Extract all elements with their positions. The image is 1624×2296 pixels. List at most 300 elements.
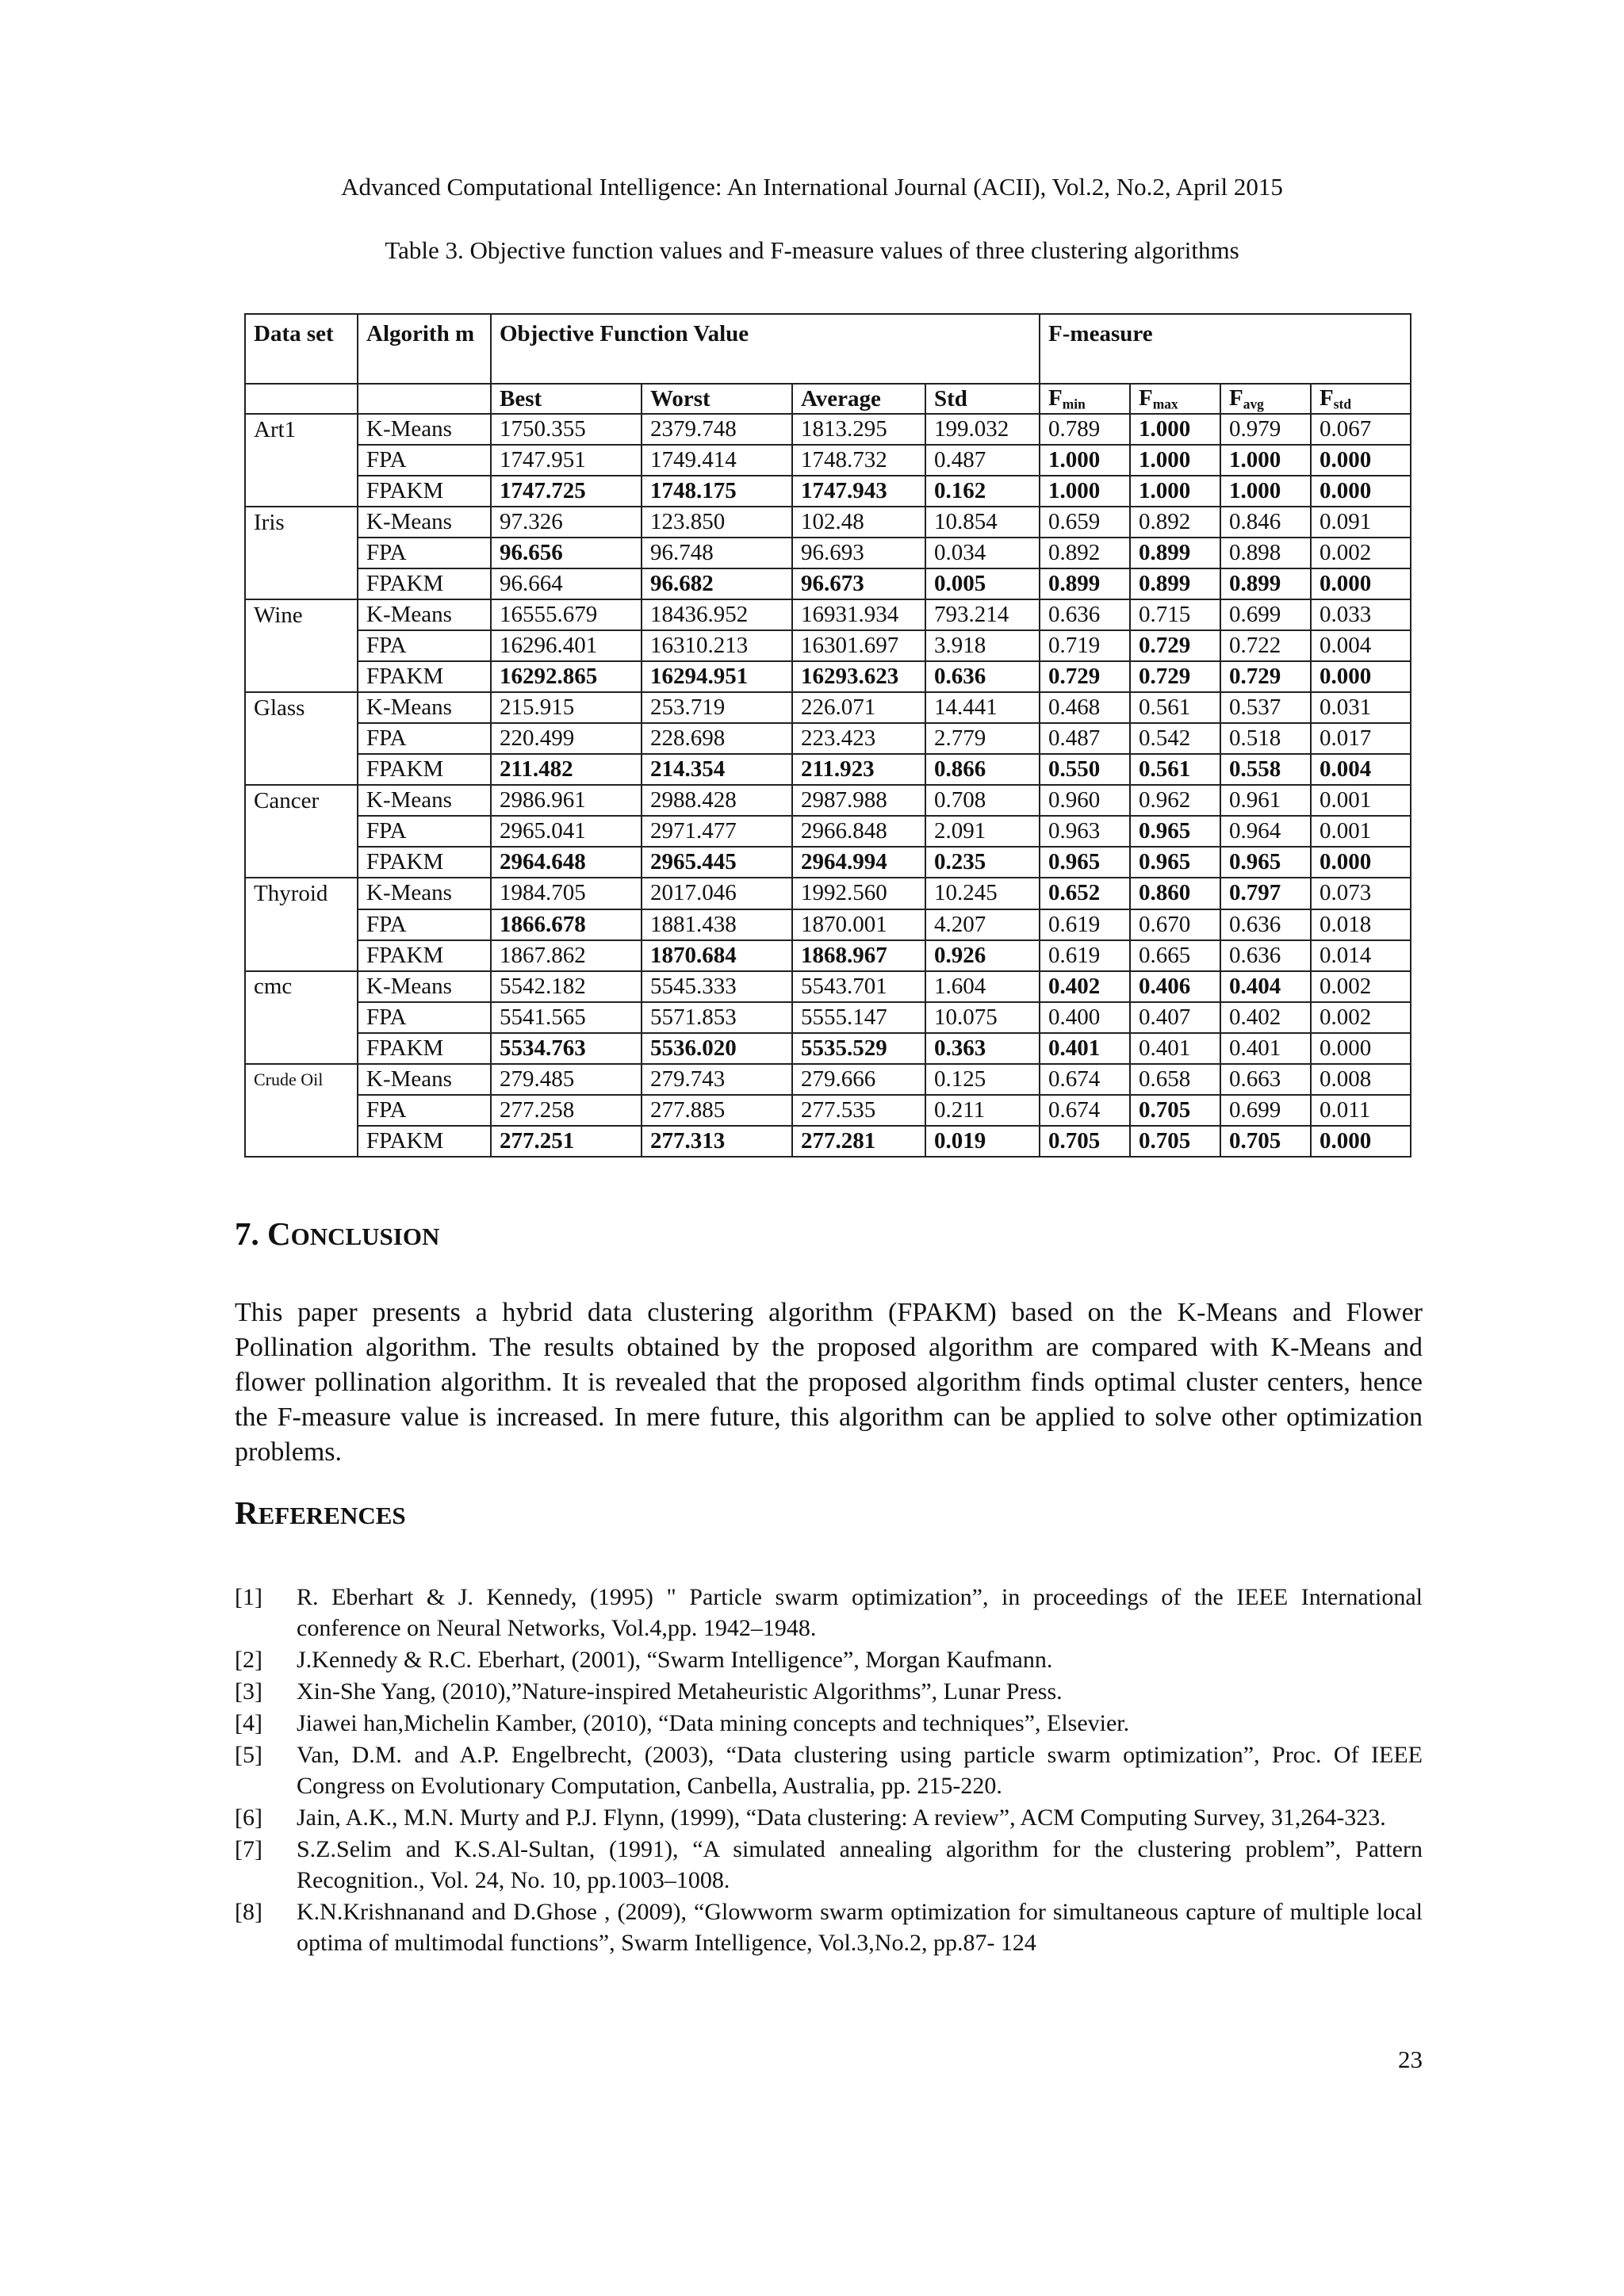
cell-best: 2965.041 xyxy=(491,816,642,847)
cell-fmax: 0.542 xyxy=(1130,723,1220,754)
cell-fstd: 0.091 xyxy=(1311,507,1411,538)
table-row xyxy=(245,538,1411,568)
cell-std: 3.918 xyxy=(925,630,1040,661)
cell-dataset xyxy=(245,445,358,476)
table-row xyxy=(245,692,1411,723)
table-row xyxy=(245,661,1411,692)
cell-fstd: 0.000 xyxy=(1311,661,1411,692)
cell-fmin: 0.401 xyxy=(1040,1033,1130,1064)
reference-text: Van, D.M. and A.P. Engelbrecht, (2003), “Data clustering using particle swarm optimization”, Proc. Of IEEE Congress on Evolutionary Computation, Canbella, Australia, pp. 215-220. xyxy=(297,1742,1423,1799)
cell-best: 1747.951 xyxy=(491,445,642,476)
cell-fmax: 0.892 xyxy=(1130,507,1220,538)
cell-fstd: 0.031 xyxy=(1311,692,1411,723)
header-best: Best xyxy=(491,384,642,414)
cell-fstd: 0.073 xyxy=(1311,878,1411,909)
reference-item xyxy=(235,1802,1423,1833)
cell-algorithm: K-Means xyxy=(358,878,491,909)
table-row xyxy=(245,754,1411,785)
cell-favg: 0.402 xyxy=(1220,1002,1311,1033)
cell-favg: 1.000 xyxy=(1220,445,1311,476)
cell-fmax: 0.729 xyxy=(1130,630,1220,661)
cell-dataset xyxy=(245,661,358,692)
cell-algorithm: FPAKM xyxy=(358,1033,491,1064)
reference-number: [7] xyxy=(235,1836,262,1862)
conclusion-paragraph: This paper presents a hybrid data clustering algorithm (FPAKM) based on the K-Means and Flower Pollination algorithm. The results obtained by the proposed algorithm are compared with K-Means and flower pollination algorithm. It is revealed that the proposed algorithm finds optimal cluster centers, hence the F-measure value is increased. In mere future, this algorithm can be applied to solve other optimization problems. xyxy=(235,1298,1423,1467)
table-row xyxy=(245,785,1411,816)
reference-item xyxy=(235,1644,1423,1675)
cell-fstd: 0.011 xyxy=(1311,1095,1411,1126)
cell-favg: 0.705 xyxy=(1220,1126,1311,1157)
cell-std: 10.075 xyxy=(925,1002,1040,1033)
header-blank-algorithm xyxy=(358,384,491,414)
cell-favg: 0.899 xyxy=(1220,568,1311,599)
cell-average: 1747.943 xyxy=(792,476,925,507)
cell-best: 1984.705 xyxy=(491,878,642,909)
cell-fmax: 1.000 xyxy=(1130,445,1220,476)
cell-fstd: 0.018 xyxy=(1311,909,1411,940)
cell-average: 223.423 xyxy=(792,723,925,754)
cell-favg: 0.558 xyxy=(1220,754,1311,785)
cell-fmin: 0.789 xyxy=(1040,414,1130,445)
cell-favg: 0.965 xyxy=(1220,847,1311,878)
cell-fmin: 0.550 xyxy=(1040,754,1130,785)
cell-algorithm: FPA xyxy=(358,816,491,847)
table-row xyxy=(245,909,1411,940)
cell-fmin: 0.652 xyxy=(1040,878,1130,909)
cell-algorithm: FPA xyxy=(358,445,491,476)
cell-dataset xyxy=(245,568,358,599)
cell-average: 2966.848 xyxy=(792,816,925,847)
cell-worst: 123.850 xyxy=(642,507,792,538)
cell-algorithm: FPA xyxy=(358,538,491,568)
cell-favg: 0.964 xyxy=(1220,816,1311,847)
cell-best: 279.485 xyxy=(491,1064,642,1095)
cell-dataset xyxy=(245,630,358,661)
cell-std: 0.005 xyxy=(925,568,1040,599)
cell-algorithm: FPA xyxy=(358,1002,491,1033)
cell-average: 1813.295 xyxy=(792,414,925,445)
reference-item xyxy=(235,1708,1423,1739)
cell-worst: 16294.951 xyxy=(642,661,792,692)
cell-average: 96.673 xyxy=(792,568,925,599)
table-row xyxy=(245,414,1411,445)
cell-fstd: 0.000 xyxy=(1311,476,1411,507)
table-row xyxy=(245,1033,1411,1064)
cell-algorithm: FPAKM xyxy=(358,661,491,692)
cell-worst: 2965.445 xyxy=(642,847,792,878)
cell-dataset xyxy=(245,538,358,568)
reference-text: S.Z.Selim and K.S.Al-Sultan, (1991), “A simulated annealing algorithm for the clustering problem”, Pattern Recognition., Vol. 24, No. 10, pp.1003–1008. xyxy=(297,1836,1423,1893)
cell-worst: 277.885 xyxy=(642,1095,792,1126)
reference-number: [1] xyxy=(235,1584,262,1610)
cell-dataset xyxy=(245,754,358,785)
cell-fstd: 0.000 xyxy=(1311,1033,1411,1064)
cell-worst: 96.682 xyxy=(642,568,792,599)
cell-fmax: 1.000 xyxy=(1130,476,1220,507)
reference-item xyxy=(235,1582,1423,1644)
table-row xyxy=(245,507,1411,538)
cell-dataset: cmc xyxy=(245,971,358,1002)
cell-average: 102.48 xyxy=(792,507,925,538)
cell-average: 1748.732 xyxy=(792,445,925,476)
reference-text: J.Kennedy & R.C. Eberhart, (2001), “Swarm Intelligence”, Morgan Kaufmann. xyxy=(297,1647,1053,1673)
cell-worst: 5545.333 xyxy=(642,971,792,1002)
cell-favg: 0.518 xyxy=(1220,723,1311,754)
cell-fmin: 0.402 xyxy=(1040,971,1130,1002)
cell-fmin: 0.892 xyxy=(1040,538,1130,568)
conclusion-heading: 7. CONCLUSION xyxy=(235,1215,440,1252)
cell-std: 0.363 xyxy=(925,1033,1040,1064)
cell-average: 16293.623 xyxy=(792,661,925,692)
table-row xyxy=(245,816,1411,847)
cell-favg: 0.636 xyxy=(1220,940,1311,971)
cell-best: 1747.725 xyxy=(491,476,642,507)
cell-best: 96.664 xyxy=(491,568,642,599)
cell-worst: 5536.020 xyxy=(642,1033,792,1064)
cell-fstd: 0.000 xyxy=(1311,1126,1411,1157)
cell-std: 0.487 xyxy=(925,445,1040,476)
cell-fstd: 0.014 xyxy=(1311,940,1411,971)
cell-fmin: 0.705 xyxy=(1040,1126,1130,1157)
reference-text: K.N.Krishnanand and D.Ghose , (2009), “Glowworm swarm optimization for simultaneous capture of multiple local optima of multimodal functions”, Swarm Intelligence, Vol.3,No.2, pp.87- 124 xyxy=(297,1899,1423,1956)
cell-fmin: 0.659 xyxy=(1040,507,1130,538)
cell-dataset xyxy=(245,816,358,847)
cell-dataset xyxy=(245,940,358,971)
header-dataset: Data set xyxy=(245,314,358,384)
header-algorithm: Algorith m xyxy=(358,314,491,384)
cell-best: 2964.648 xyxy=(491,847,642,878)
cell-average: 5543.701 xyxy=(792,971,925,1002)
cell-algorithm: FPAKM xyxy=(358,940,491,971)
cell-std: 0.636 xyxy=(925,661,1040,692)
cell-fmin: 0.619 xyxy=(1040,909,1130,940)
cell-favg: 0.401 xyxy=(1220,1033,1311,1064)
cell-fmin: 0.619 xyxy=(1040,940,1130,971)
cell-worst: 1870.684 xyxy=(642,940,792,971)
cell-fstd: 0.004 xyxy=(1311,754,1411,785)
table-row xyxy=(245,940,1411,971)
cell-dataset: Glass xyxy=(245,692,358,723)
page-number: 23 xyxy=(1398,2045,1423,2073)
cell-average: 1992.560 xyxy=(792,878,925,909)
cell-std: 0.708 xyxy=(925,785,1040,816)
cell-std: 14.441 xyxy=(925,692,1040,723)
cell-favg: 0.699 xyxy=(1220,1095,1311,1126)
cell-average: 279.666 xyxy=(792,1064,925,1095)
cell-worst: 228.698 xyxy=(642,723,792,754)
header-f-measure: F-measure xyxy=(1040,314,1411,384)
table-row xyxy=(245,630,1411,661)
cell-best: 16555.679 xyxy=(491,599,642,630)
results-table-body xyxy=(245,414,1411,1157)
cell-worst: 253.719 xyxy=(642,692,792,723)
table-row xyxy=(245,878,1411,909)
cell-favg: 0.663 xyxy=(1220,1064,1311,1095)
cell-std: 793.214 xyxy=(925,599,1040,630)
cell-best: 2986.961 xyxy=(491,785,642,816)
cell-dataset xyxy=(245,847,358,878)
cell-fmin: 1.000 xyxy=(1040,476,1130,507)
cell-average: 1870.001 xyxy=(792,909,925,940)
cell-algorithm: K-Means xyxy=(358,692,491,723)
cell-fmax: 0.406 xyxy=(1130,971,1220,1002)
cell-fmax: 0.658 xyxy=(1130,1064,1220,1095)
reference-number: [2] xyxy=(235,1647,262,1673)
reference-number: [6] xyxy=(235,1804,262,1831)
cell-fstd: 0.000 xyxy=(1311,847,1411,878)
cell-average: 1868.967 xyxy=(792,940,925,971)
cell-dataset: Wine xyxy=(245,599,358,630)
cell-average: 277.535 xyxy=(792,1095,925,1126)
cell-fmin: 0.899 xyxy=(1040,568,1130,599)
reference-item xyxy=(235,1739,1423,1801)
cell-fmin: 0.468 xyxy=(1040,692,1130,723)
cell-dataset xyxy=(245,1002,358,1033)
cell-average: 226.071 xyxy=(792,692,925,723)
cell-fmin: 0.636 xyxy=(1040,599,1130,630)
cell-dataset xyxy=(245,909,358,940)
cell-fstd: 0.008 xyxy=(1311,1064,1411,1095)
cell-std: 10.245 xyxy=(925,878,1040,909)
cell-average: 2987.988 xyxy=(792,785,925,816)
cell-fstd: 0.017 xyxy=(1311,723,1411,754)
cell-best: 97.326 xyxy=(491,507,642,538)
cell-worst: 214.354 xyxy=(642,754,792,785)
cell-worst: 277.313 xyxy=(642,1126,792,1157)
cell-favg: 0.729 xyxy=(1220,661,1311,692)
cell-favg: 0.699 xyxy=(1220,599,1311,630)
reference-item xyxy=(235,1834,1423,1896)
cell-fstd: 0.001 xyxy=(1311,785,1411,816)
cell-fmin: 0.719 xyxy=(1040,630,1130,661)
cell-std: 0.926 xyxy=(925,940,1040,971)
cell-best: 5541.565 xyxy=(491,1002,642,1033)
cell-algorithm: K-Means xyxy=(358,785,491,816)
header-average: Average xyxy=(792,384,925,414)
cell-best: 16292.865 xyxy=(491,661,642,692)
cell-average: 96.693 xyxy=(792,538,925,568)
cell-dataset xyxy=(245,1126,358,1157)
cell-worst: 1749.414 xyxy=(642,445,792,476)
table-row xyxy=(245,971,1411,1002)
cell-worst: 1881.438 xyxy=(642,909,792,940)
cell-std: 199.032 xyxy=(925,414,1040,445)
cell-std: 2.779 xyxy=(925,723,1040,754)
table-row xyxy=(245,599,1411,630)
cell-favg: 0.404 xyxy=(1220,971,1311,1002)
cell-fstd: 0.033 xyxy=(1311,599,1411,630)
header-objective-function-value: Objective Function Value xyxy=(491,314,1040,384)
cell-fmin: 0.400 xyxy=(1040,1002,1130,1033)
table-sub-header-row xyxy=(245,384,1411,414)
cell-worst: 1748.175 xyxy=(642,476,792,507)
cell-algorithm: FPA xyxy=(358,723,491,754)
cell-fmax: 0.705 xyxy=(1130,1095,1220,1126)
cell-fmax: 0.965 xyxy=(1130,816,1220,847)
reference-item xyxy=(235,1896,1423,1958)
cell-dataset xyxy=(245,1095,358,1126)
header-worst: Worst xyxy=(642,384,792,414)
cell-dataset xyxy=(245,723,358,754)
cell-fmax: 0.407 xyxy=(1130,1002,1220,1033)
cell-algorithm: K-Means xyxy=(358,971,491,1002)
reference-number: [5] xyxy=(235,1742,262,1768)
cell-std: 4.207 xyxy=(925,909,1040,940)
cell-average: 211.923 xyxy=(792,754,925,785)
cell-fmin: 1.000 xyxy=(1040,445,1130,476)
reference-text: Jain, A.K., M.N. Murty and P.J. Flynn, (1999), “Data clustering: A review”, ACM Computing Survey, 31,264-323. xyxy=(297,1804,1386,1831)
table-row xyxy=(245,1126,1411,1157)
cell-favg: 0.979 xyxy=(1220,414,1311,445)
cell-worst: 2988.428 xyxy=(642,785,792,816)
cell-fstd: 0.002 xyxy=(1311,1002,1411,1033)
cell-fmax: 0.561 xyxy=(1130,754,1220,785)
cell-std: 0.019 xyxy=(925,1126,1040,1157)
cell-fmax: 0.705 xyxy=(1130,1126,1220,1157)
cell-favg: 0.537 xyxy=(1220,692,1311,723)
cell-fmin: 0.674 xyxy=(1040,1064,1130,1095)
cell-fmin: 0.965 xyxy=(1040,847,1130,878)
cell-best: 1866.678 xyxy=(491,909,642,940)
cell-dataset: Iris xyxy=(245,507,358,538)
reference-number: [4] xyxy=(235,1710,262,1736)
references-heading: REFERENCES xyxy=(235,1494,406,1531)
cell-algorithm: K-Means xyxy=(358,1064,491,1095)
cell-fmin: 0.960 xyxy=(1040,785,1130,816)
cell-fstd: 0.000 xyxy=(1311,568,1411,599)
reference-text: R. Eberhart & J. Kennedy, (1995) " Particle swarm optimization”, in proceedings of the IEEE International conference on Neural Networks, Vol.4,pp. 1942–1948. xyxy=(297,1584,1423,1641)
cell-dataset: Crude Oil xyxy=(245,1064,358,1095)
cell-algorithm: FPAKM xyxy=(358,754,491,785)
cell-algorithm: FPA xyxy=(358,630,491,661)
cell-average: 5535.529 xyxy=(792,1033,925,1064)
cell-algorithm: K-Means xyxy=(358,414,491,445)
reference-number: [8] xyxy=(235,1899,262,1925)
cell-worst: 2017.046 xyxy=(642,878,792,909)
cell-favg: 0.846 xyxy=(1220,507,1311,538)
cell-std: 0.162 xyxy=(925,476,1040,507)
cell-worst: 18436.952 xyxy=(642,599,792,630)
cell-std: 0.125 xyxy=(925,1064,1040,1095)
cell-fstd: 0.067 xyxy=(1311,414,1411,445)
running-head: Advanced Computational Intelligence: An International Journal (ACII), Vol.2, No.2, April 2015 xyxy=(341,173,1283,201)
cell-average: 2964.994 xyxy=(792,847,925,878)
cell-std: 2.091 xyxy=(925,816,1040,847)
cell-fmax: 0.561 xyxy=(1130,692,1220,723)
cell-algorithm: FPAKM xyxy=(358,476,491,507)
cell-fmax: 0.899 xyxy=(1130,538,1220,568)
cell-fmin: 0.674 xyxy=(1040,1095,1130,1126)
cell-worst: 279.743 xyxy=(642,1064,792,1095)
cell-best: 16296.401 xyxy=(491,630,642,661)
cell-fstd: 0.002 xyxy=(1311,538,1411,568)
cell-fmin: 0.729 xyxy=(1040,661,1130,692)
cell-std: 0.211 xyxy=(925,1095,1040,1126)
cell-favg: 0.961 xyxy=(1220,785,1311,816)
cell-fmax: 0.965 xyxy=(1130,847,1220,878)
cell-std: 0.866 xyxy=(925,754,1040,785)
header-blank-dataset xyxy=(245,384,358,414)
table-row xyxy=(245,476,1411,507)
cell-dataset: Thyroid xyxy=(245,878,358,909)
table-row xyxy=(245,1095,1411,1126)
table-caption: Table 3. Objective function values and F-measure values of three clustering algorithms xyxy=(385,236,1239,264)
cell-dataset xyxy=(245,1033,358,1064)
cell-fmax: 0.899 xyxy=(1130,568,1220,599)
header-std: Std xyxy=(925,384,1040,414)
table-row xyxy=(245,1002,1411,1033)
cell-best: 215.915 xyxy=(491,692,642,723)
cell-fmin: 0.487 xyxy=(1040,723,1130,754)
cell-algorithm: K-Means xyxy=(358,507,491,538)
cell-fmax: 0.962 xyxy=(1130,785,1220,816)
cell-favg: 0.898 xyxy=(1220,538,1311,568)
cell-best: 220.499 xyxy=(491,723,642,754)
cell-fmin: 0.963 xyxy=(1040,816,1130,847)
cell-worst: 2971.477 xyxy=(642,816,792,847)
references-list xyxy=(235,1582,1423,1959)
cell-best: 5542.182 xyxy=(491,971,642,1002)
cell-best: 277.258 xyxy=(491,1095,642,1126)
cell-fstd: 0.002 xyxy=(1311,971,1411,1002)
cell-fmax: 0.401 xyxy=(1130,1033,1220,1064)
cell-fmax: 0.715 xyxy=(1130,599,1220,630)
header-favg: $F_{avg}$ xyxy=(1220,384,1311,414)
cell-fstd: 0.001 xyxy=(1311,816,1411,847)
cell-best: 211.482 xyxy=(491,754,642,785)
cell-average: 5555.147 xyxy=(792,1002,925,1033)
cell-dataset: Cancer xyxy=(245,785,358,816)
reference-text: Jiawei han,Michelin Kamber, (2010), “Data mining concepts and techniques”, Elsevier. xyxy=(297,1710,1130,1736)
reference-text: Xin-She Yang, (2010),”Nature-inspired Metaheuristic Algorithms”, Lunar Press. xyxy=(297,1678,1063,1705)
cell-dataset: Art1 xyxy=(245,414,358,445)
cell-std: 0.235 xyxy=(925,847,1040,878)
cell-best: 1750.355 xyxy=(491,414,642,445)
results-table xyxy=(244,313,1411,1158)
cell-favg: 0.636 xyxy=(1220,909,1311,940)
table-row xyxy=(245,1064,1411,1095)
table-row xyxy=(245,568,1411,599)
cell-fmax: 0.729 xyxy=(1130,661,1220,692)
header-fstd: $F_{std}$ xyxy=(1311,384,1411,414)
cell-best: 5534.763 xyxy=(491,1033,642,1064)
cell-std: 0.034 xyxy=(925,538,1040,568)
cell-algorithm: K-Means xyxy=(358,599,491,630)
cell-favg: 0.797 xyxy=(1220,878,1311,909)
cell-best: 277.251 xyxy=(491,1126,642,1157)
cell-worst: 16310.213 xyxy=(642,630,792,661)
header-fmin: $F_{min}$ xyxy=(1040,384,1130,414)
cell-fmax: 0.670 xyxy=(1130,909,1220,940)
cell-average: 16931.934 xyxy=(792,599,925,630)
cell-favg: 1.000 xyxy=(1220,476,1311,507)
cell-algorithm: FPA xyxy=(358,1095,491,1126)
cell-best: 1867.862 xyxy=(491,940,642,971)
cell-worst: 96.748 xyxy=(642,538,792,568)
cell-fmax: 1.000 xyxy=(1130,414,1220,445)
cell-best: 96.656 xyxy=(491,538,642,568)
table-row xyxy=(245,847,1411,878)
header-fmax: $F_{max}$ xyxy=(1130,384,1220,414)
reference-item xyxy=(235,1676,1423,1707)
cell-algorithm: FPAKM xyxy=(358,568,491,599)
cell-fmax: 0.665 xyxy=(1130,940,1220,971)
cell-worst: 5571.853 xyxy=(642,1002,792,1033)
cell-favg: 0.722 xyxy=(1220,630,1311,661)
table-row xyxy=(245,723,1411,754)
table-group-header-row xyxy=(245,314,1411,384)
cell-algorithm: FPAKM xyxy=(358,847,491,878)
